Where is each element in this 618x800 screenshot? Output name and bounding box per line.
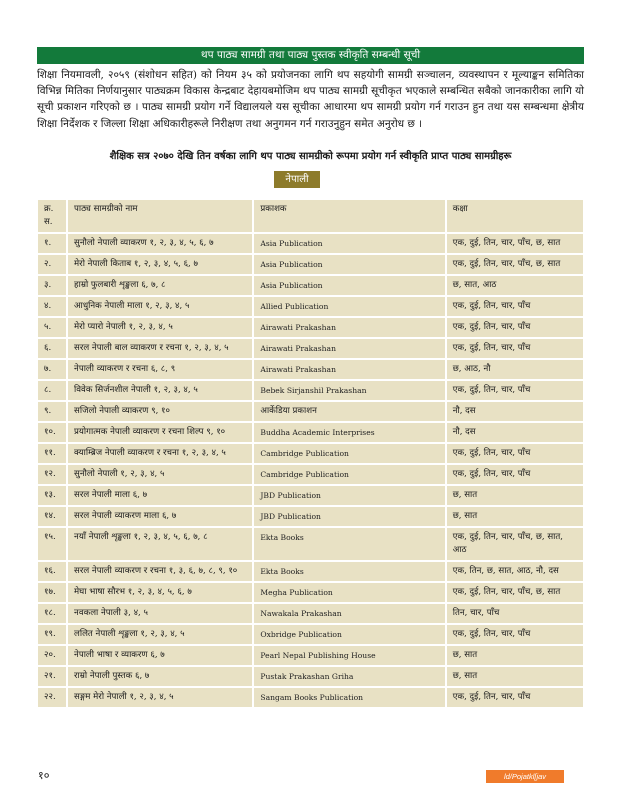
cell-title: नेपाली भाषा र व्याकरण ६, ७: [68, 646, 252, 665]
cell-grades: एक, दुई, तिन, चार, पाँच, छ, सात: [447, 234, 583, 253]
cell-serial: १२.: [38, 465, 66, 484]
cell-publisher: Asia Publication: [254, 276, 444, 295]
cell-publisher: Allied Publication: [254, 297, 444, 316]
cell-publisher: Buddha Academic Interprises: [254, 423, 444, 442]
table-row: [38, 646, 583, 665]
table-row: [38, 402, 583, 421]
cell-publisher: Ekta Books: [254, 562, 444, 581]
cell-grades: नौ, दस: [447, 402, 583, 421]
cell-serial: ११.: [38, 444, 66, 463]
cell-title: आधुनिक नेपाली माला १, २, ३, ४, ५: [68, 297, 252, 316]
header-serial: क्र. स.: [38, 200, 66, 232]
cell-grades: छ, सात, आठ: [447, 276, 583, 295]
cell-title: विवेक सिर्जनशील नेपाली १, २, ३, ४, ५: [68, 381, 252, 400]
cell-publisher: Pustak Prakashan Griha: [254, 667, 444, 686]
cell-grades: छ, सात: [447, 667, 583, 686]
cell-serial: २०.: [38, 646, 66, 665]
cell-publisher: JBD Publication: [254, 486, 444, 505]
table-row: [38, 465, 583, 484]
table-row: [38, 381, 583, 400]
header-grades: कक्षा: [447, 200, 583, 232]
cell-publisher: Cambridge Publication: [254, 444, 444, 463]
section-badge-nepali: नेपाली: [274, 171, 320, 188]
table-row: [38, 528, 583, 560]
cell-serial: १५.: [38, 528, 66, 560]
table-row: [38, 625, 583, 644]
cell-grades: एक, दुई, तिन, चार, पाँच: [447, 688, 583, 707]
cell-grades: एक, दुई, तिन, चार, पाँच: [447, 625, 583, 644]
textbook-table: [36, 198, 585, 709]
table-row: [38, 562, 583, 581]
cell-publisher: Asia Publication: [254, 234, 444, 253]
cell-title: सरल नेपाली व्याकरण माला ६, ७: [68, 507, 252, 526]
cell-serial: ८.: [38, 381, 66, 400]
cell-title: नवकला नेपाली ३, ४, ५: [68, 604, 252, 623]
cell-publisher: Asia Publication: [254, 255, 444, 274]
cell-title: मेरो प्यारो नेपाली १, २, ३, ४, ५: [68, 318, 252, 337]
table-row: [38, 234, 583, 253]
cell-title: नयाँ नेपाली शृङ्खला १, २, ३, ४, ५, ६, ७, ८: [68, 528, 252, 560]
cell-grades: एक, दुई, तिन, चार, पाँच: [447, 444, 583, 463]
page-number: १०: [38, 769, 50, 782]
cell-title: सरल नेपाली बाल व्याकरण र रचना १, २, ३, ४, ५: [68, 339, 252, 358]
table-row: [38, 688, 583, 707]
cell-grades: एक, दुई, तिन, चार, पाँच: [447, 339, 583, 358]
table-row: [38, 604, 583, 623]
cell-title: सुनौलो नेपाली व्याकरण १, २, ३, ४, ५, ६, ७: [68, 234, 252, 253]
cell-title: मेरो नेपाली किताब १, २, ३, ४, ५, ६, ७: [68, 255, 252, 274]
cell-title: सुनौलो नेपाली १, २, ३, ४, ५: [68, 465, 252, 484]
cell-grades: छ, सात: [447, 646, 583, 665]
cell-serial: १०.: [38, 423, 66, 442]
table-row: [38, 423, 583, 442]
header-title: पाठ्य सामग्रीको नाम: [68, 200, 252, 232]
table-row: [38, 297, 583, 316]
cell-publisher: Oxbridge Publication: [254, 625, 444, 644]
cell-title: सरल नेपाली माला ६, ७: [68, 486, 252, 505]
cell-publisher: Ekta Books: [254, 528, 444, 560]
cell-title: नेपाली व्याकरण र रचना ६, ८, ९: [68, 360, 252, 379]
cell-serial: १९.: [38, 625, 66, 644]
table-row: [38, 276, 583, 295]
table-row: [38, 444, 583, 463]
table-row: [38, 667, 583, 686]
cell-serial: ३.: [38, 276, 66, 295]
cell-serial: १६.: [38, 562, 66, 581]
table-body: [38, 234, 583, 707]
cell-grades: एक, दुई, तिन, चार, पाँच: [447, 297, 583, 316]
cell-serial: १८.: [38, 604, 66, 623]
cell-publisher: JBD Publication: [254, 507, 444, 526]
cell-serial: २२.: [38, 688, 66, 707]
cell-grades: एक, दुई, तिन, चार, पाँच, छ, सात, आठ: [447, 528, 583, 560]
cell-grades: एक, तिन, छ, सात, आठ, नौ, दस: [447, 562, 583, 581]
cell-title: सङ्गम मेरो नेपाली १, २, ३, ४, ५: [68, 688, 252, 707]
cell-publisher: Bebek Sirjanshil Prakashan: [254, 381, 444, 400]
cell-serial: १३.: [38, 486, 66, 505]
cell-grades: एक, दुई, तिन, चार, पाँच: [447, 381, 583, 400]
table-header-row: [38, 200, 583, 232]
table-row: [38, 486, 583, 505]
cell-publisher: Megha Publication: [254, 583, 444, 602]
cell-title: क्याम्ब्रिज नेपाली व्याकरण र रचना १, २, ३, ४, ५: [68, 444, 252, 463]
section-banner: [37, 47, 584, 64]
cell-title: हाम्रो फुलबारी शृङ्खला ६, ७, ८: [68, 276, 252, 295]
table-row: [38, 583, 583, 602]
cell-serial: ६.: [38, 339, 66, 358]
cell-serial: ७.: [38, 360, 66, 379]
cell-serial: १४.: [38, 507, 66, 526]
table-row: [38, 360, 583, 379]
cell-title: सजिलो नेपाली व्याकरण ९, १०: [68, 402, 252, 421]
cell-grades: छ, आठ, नौ: [447, 360, 583, 379]
cell-publisher: Pearl Nepal Publishing House: [254, 646, 444, 665]
footer-tag: ld/Pojatkl[jav: [486, 770, 564, 783]
cell-publisher: Cambridge Publication: [254, 465, 444, 484]
intro-paragraph: शिक्षा नियमावली, २०५९ (संशोधन सहित) को नियम ३५ को प्रयोजनका लागि थप सहयोगी सामग्री सञ्चालन, व्यवस्थापन र मूल्याङ्कन समितिका विभिन्न मितिका निर्णयानुसार पाठ्यक्रम विकास केन्द्रबाट देहायबमोजिम थप पाठ्य सामग्री सूचीकृत भएकाले सम्बन्धित सबैको जानकारीका लागि यो सूची प्रकाशन गरिएको छ । पाठ्य सामग्री प्रयोग गर्ने विद्यालयले यस सूचीका आधारमा थप सामग्री प्रयोग गर्न गराउन हुन तथा यस सम्बन्धमा क्षेत्रीय शिक्षा निर्देशक र जिल्ला शिक्षा अधिकारीहरूले निरीक्षण तथा अनुगमन गर्न गराउनुहुन समेत अनुरोध छ ।: [37, 69, 584, 130]
cell-grades: एक, दुई, तिन, चार, पाँच, छ, सात: [447, 255, 583, 274]
cell-publisher: Airawati Prakashan: [254, 318, 444, 337]
cell-publisher: Airawati Prakashan: [254, 339, 444, 358]
cell-serial: १७.: [38, 583, 66, 602]
cell-grades: एक, दुई, तिन, चार, पाँच: [447, 465, 583, 484]
cell-serial: ९.: [38, 402, 66, 421]
cell-grades: छ, सात: [447, 486, 583, 505]
table-row: [38, 339, 583, 358]
cell-title: प्रयोगात्मक नेपाली व्याकरण र रचना शिल्प ९, १०: [68, 423, 252, 442]
cell-publisher: आर्केडिया प्रकाशन: [254, 402, 444, 421]
cell-serial: ४.: [38, 297, 66, 316]
cell-publisher: Airawati Prakashan: [254, 360, 444, 379]
table-row: [38, 318, 583, 337]
header-publisher: प्रकाशक: [254, 200, 444, 232]
cell-grades: एक, दुई, तिन, चार, पाँच: [447, 318, 583, 337]
cell-grades: एक, दुई, तिन, चार, पाँच, छ, सात: [447, 583, 583, 602]
cell-publisher: Sangam Books Publication: [254, 688, 444, 707]
table-row: [38, 255, 583, 274]
cell-serial: ५.: [38, 318, 66, 337]
cell-grades: तिन, चार, पाँच: [447, 604, 583, 623]
cell-title: ललित नेपाली शृङ्खला १, २, ३, ४, ५: [68, 625, 252, 644]
cell-serial: १.: [38, 234, 66, 253]
cell-serial: २.: [38, 255, 66, 274]
banner-title: थप पाठ्य सामग्री तथा पाठ्य पुस्तक स्वीकृति सम्बन्धी सूची: [200, 49, 421, 61]
cell-grades: छ, सात: [447, 507, 583, 526]
cell-title: मेघा भाषा सौरभ १, २, ३, ४, ५, ६, ७: [68, 583, 252, 602]
cell-title: सरल नेपाली व्याकरण र रचना १, ३, ६, ७, ८, ९, १०: [68, 562, 252, 581]
cell-title: राम्रो नेपाली पुस्तक ६, ७: [68, 667, 252, 686]
cell-serial: २१.: [38, 667, 66, 686]
cell-grades: नौ, दस: [447, 423, 583, 442]
cell-publisher: Nawakala Prakashan: [254, 604, 444, 623]
table-row: [38, 507, 583, 526]
subheading: शैक्षिक सत्र २०७० देखि तिन वर्षका लागि थप पाठ्य सामग्रीको रूपमा प्रयोग गर्न स्वीकृति प्राप्त पाठ्य सामग्रीहरू: [109, 151, 512, 162]
